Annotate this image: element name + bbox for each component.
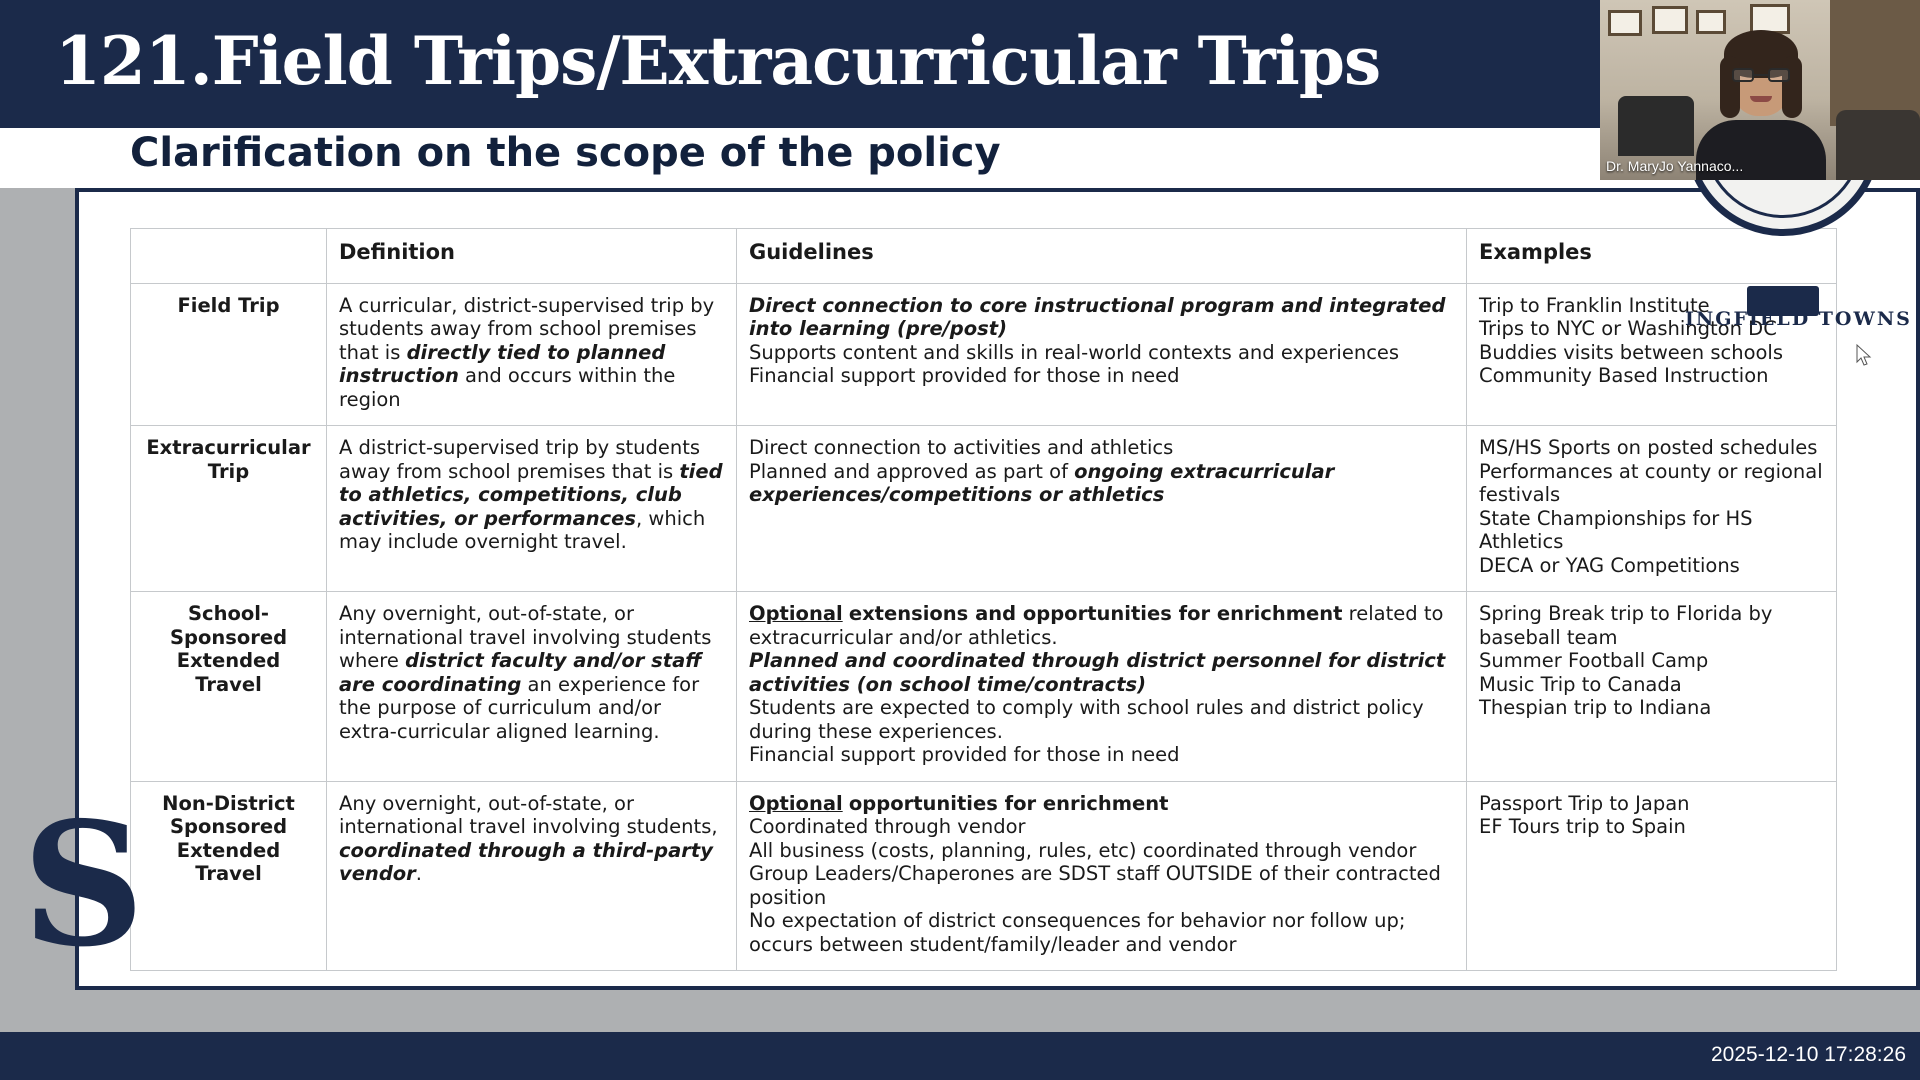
guideline-line (749, 602, 1454, 649)
slide-bottom-band (0, 1032, 1920, 1080)
guideline-line (749, 436, 1454, 460)
guideline-line (749, 294, 1454, 341)
guideline-text: Planned and approved as part of (749, 459, 1075, 483)
table-header-row (131, 229, 1837, 284)
guideline-line (749, 460, 1454, 507)
example-line: Summer Football Camp (1479, 649, 1709, 672)
guideline-text: opportunities for enrichment (848, 791, 1169, 815)
definition-text: district faculty and/or staff are coordinating (339, 649, 702, 696)
definition-cell (327, 426, 737, 592)
example-line: Spring Break trip to Florida by baseball team (1479, 602, 1773, 649)
guideline-text: Students are expected to comply with school rules and district policy during these experiences. (749, 696, 1424, 743)
guideline-text: Group Leaders/Chaperones are SDST staff OUTSIDE of their contracted position (749, 862, 1441, 909)
guideline-line (749, 364, 1454, 388)
examples-cell (1467, 781, 1837, 971)
guideline-line (749, 792, 1454, 816)
definition-text: an experience for the purpose of curriculum and/or extra-curricular aligned learning. (339, 672, 700, 743)
glasses-icon (1732, 68, 1790, 82)
guidelines-cell (737, 283, 1467, 426)
trip-type-cell: Extracurricular Trip (131, 426, 327, 592)
guideline-line (749, 839, 1454, 863)
recording-timestamp: 2025-12-10 17:28:26 (1697, 1038, 1920, 1072)
guideline-line (749, 862, 1454, 909)
definition-cell (327, 283, 737, 426)
guideline-line (749, 909, 1454, 956)
guideline-text: ongoing extracurricular experiences/competitions or athletics (749, 459, 1335, 506)
example-line: Music Trip to Canada (1479, 672, 1682, 696)
guideline-line (749, 696, 1454, 743)
table-row (131, 592, 1837, 782)
example-line: EF Tours trip to Spain (1479, 815, 1686, 838)
example-line: MS/HS Sports on posted schedules (1479, 436, 1818, 459)
slide-subtitle: Clarification on the scope of the policy (130, 130, 1001, 176)
definition-text: A curricular, district-supervised trip by students away from school premises that is (339, 293, 715, 364)
guideline-text: Financial support provided for those in need (749, 743, 1180, 766)
table-header-blank (131, 229, 327, 284)
definition-text: coordinated through a third-party vendor (339, 838, 713, 885)
picture-frame-icon (1696, 10, 1726, 34)
definition-text: tied to athletics, competitions, club activities, or performances (339, 459, 723, 530)
table-row (131, 283, 1837, 426)
example-line: Thespian trip to Indiana (1479, 696, 1712, 719)
webcam-person-hair (1782, 56, 1802, 118)
guideline-text: Direct connection to core instructional program and integrated into learning (pre/post) (749, 293, 1446, 340)
trip-type-cell: Non-District Sponsored Extended Travel (131, 781, 327, 971)
definition-text: A district-supervised trip by students away from school premises that is (339, 436, 701, 483)
example-line: Passport Trip to Japan (1479, 791, 1690, 815)
trip-type-cell: School-Sponsored Extended Travel (131, 592, 327, 782)
trip-type-cell: Field Trip (131, 283, 327, 426)
guideline-text: extensions and opportunities for enrichment (848, 602, 1343, 625)
definition-text: and occurs within the region (339, 364, 676, 411)
example-line: Community Based Instruction (1479, 364, 1769, 387)
example-line: State Championships for HS Athletics (1479, 506, 1753, 553)
definition-cell (327, 781, 737, 971)
definition-text: directly tied to planned instruction (339, 340, 666, 387)
guideline-text: All business (costs, planning, rules, etc) coordinated through vendor (749, 838, 1417, 862)
definition-text: Any overnight, out-of-state, or international travel involving students, (339, 791, 718, 838)
table-row (131, 426, 1837, 592)
district-seal-text: INGFIELD TOWNS (1685, 308, 1912, 330)
guideline-line (749, 649, 1454, 696)
webcam-person-hair (1720, 56, 1740, 118)
table-header-definition: Definition (327, 229, 737, 284)
district-s-logo: S (22, 785, 145, 985)
guideline-text: Planned and coordinated through district personnel for district activities (on school time/contracts) (749, 649, 1446, 696)
example-line: Trips to NYC or Washington DC (1479, 317, 1777, 340)
guidelines-cell (737, 781, 1467, 971)
guideline-text: Optional (749, 602, 843, 625)
guidelines-cell (737, 592, 1467, 782)
picture-frame-icon (1608, 10, 1642, 36)
guideline-text: Financial support provided for those in need (749, 364, 1180, 387)
policy-table (130, 228, 1837, 971)
guideline-text: Direct connection to activities and athletics (749, 436, 1174, 459)
definition-text: , which may include overnight travel. (339, 506, 706, 553)
table-header-guidelines: Guidelines (737, 229, 1467, 284)
guideline-text: Coordinated through vendor (749, 815, 1026, 838)
guidelines-cell (737, 426, 1467, 592)
guideline-line (749, 815, 1454, 839)
guideline-text: Optional (749, 791, 843, 815)
definition-text: Any overnight, out-of-state, or international travel involving students where (339, 602, 712, 672)
guideline-line (749, 341, 1454, 365)
example-line: Trip to Franklin Institute (1479, 293, 1710, 317)
guideline-text: No expectation of district consequences for behavior nor follow up; occurs between student/family/leader and vendor (749, 909, 1406, 956)
webcam-person-mouth (1750, 96, 1772, 102)
webcam-door (1830, 0, 1920, 126)
picture-frame-icon (1652, 6, 1688, 34)
webcam-chair (1618, 96, 1694, 156)
examples-cell (1467, 592, 1837, 782)
guideline-text: related to extracurricular and/or athletics. (749, 602, 1444, 649)
example-line: DECA or YAG Competitions (1479, 553, 1740, 577)
example-line: Performances at county or regional festivals (1479, 459, 1823, 506)
webcam-tile[interactable] (1600, 0, 1920, 180)
definition-cell (327, 592, 737, 782)
guideline-text: Supports content and skills in real-world contexts and experiences (749, 340, 1400, 364)
slide-title: 121.Field Trips/Extracurricular Trips (55, 22, 1381, 100)
mouse-cursor-icon (1857, 345, 1871, 367)
example-line: Buddies visits between schools (1479, 340, 1784, 364)
table-row (131, 781, 1837, 971)
examples-cell (1467, 426, 1837, 592)
table-header-examples: Examples (1467, 229, 1837, 284)
guideline-line (749, 743, 1454, 767)
participant-name-label: Dr. MaryJo Yannaco... (1606, 158, 1744, 174)
definition-text: . (415, 862, 422, 885)
